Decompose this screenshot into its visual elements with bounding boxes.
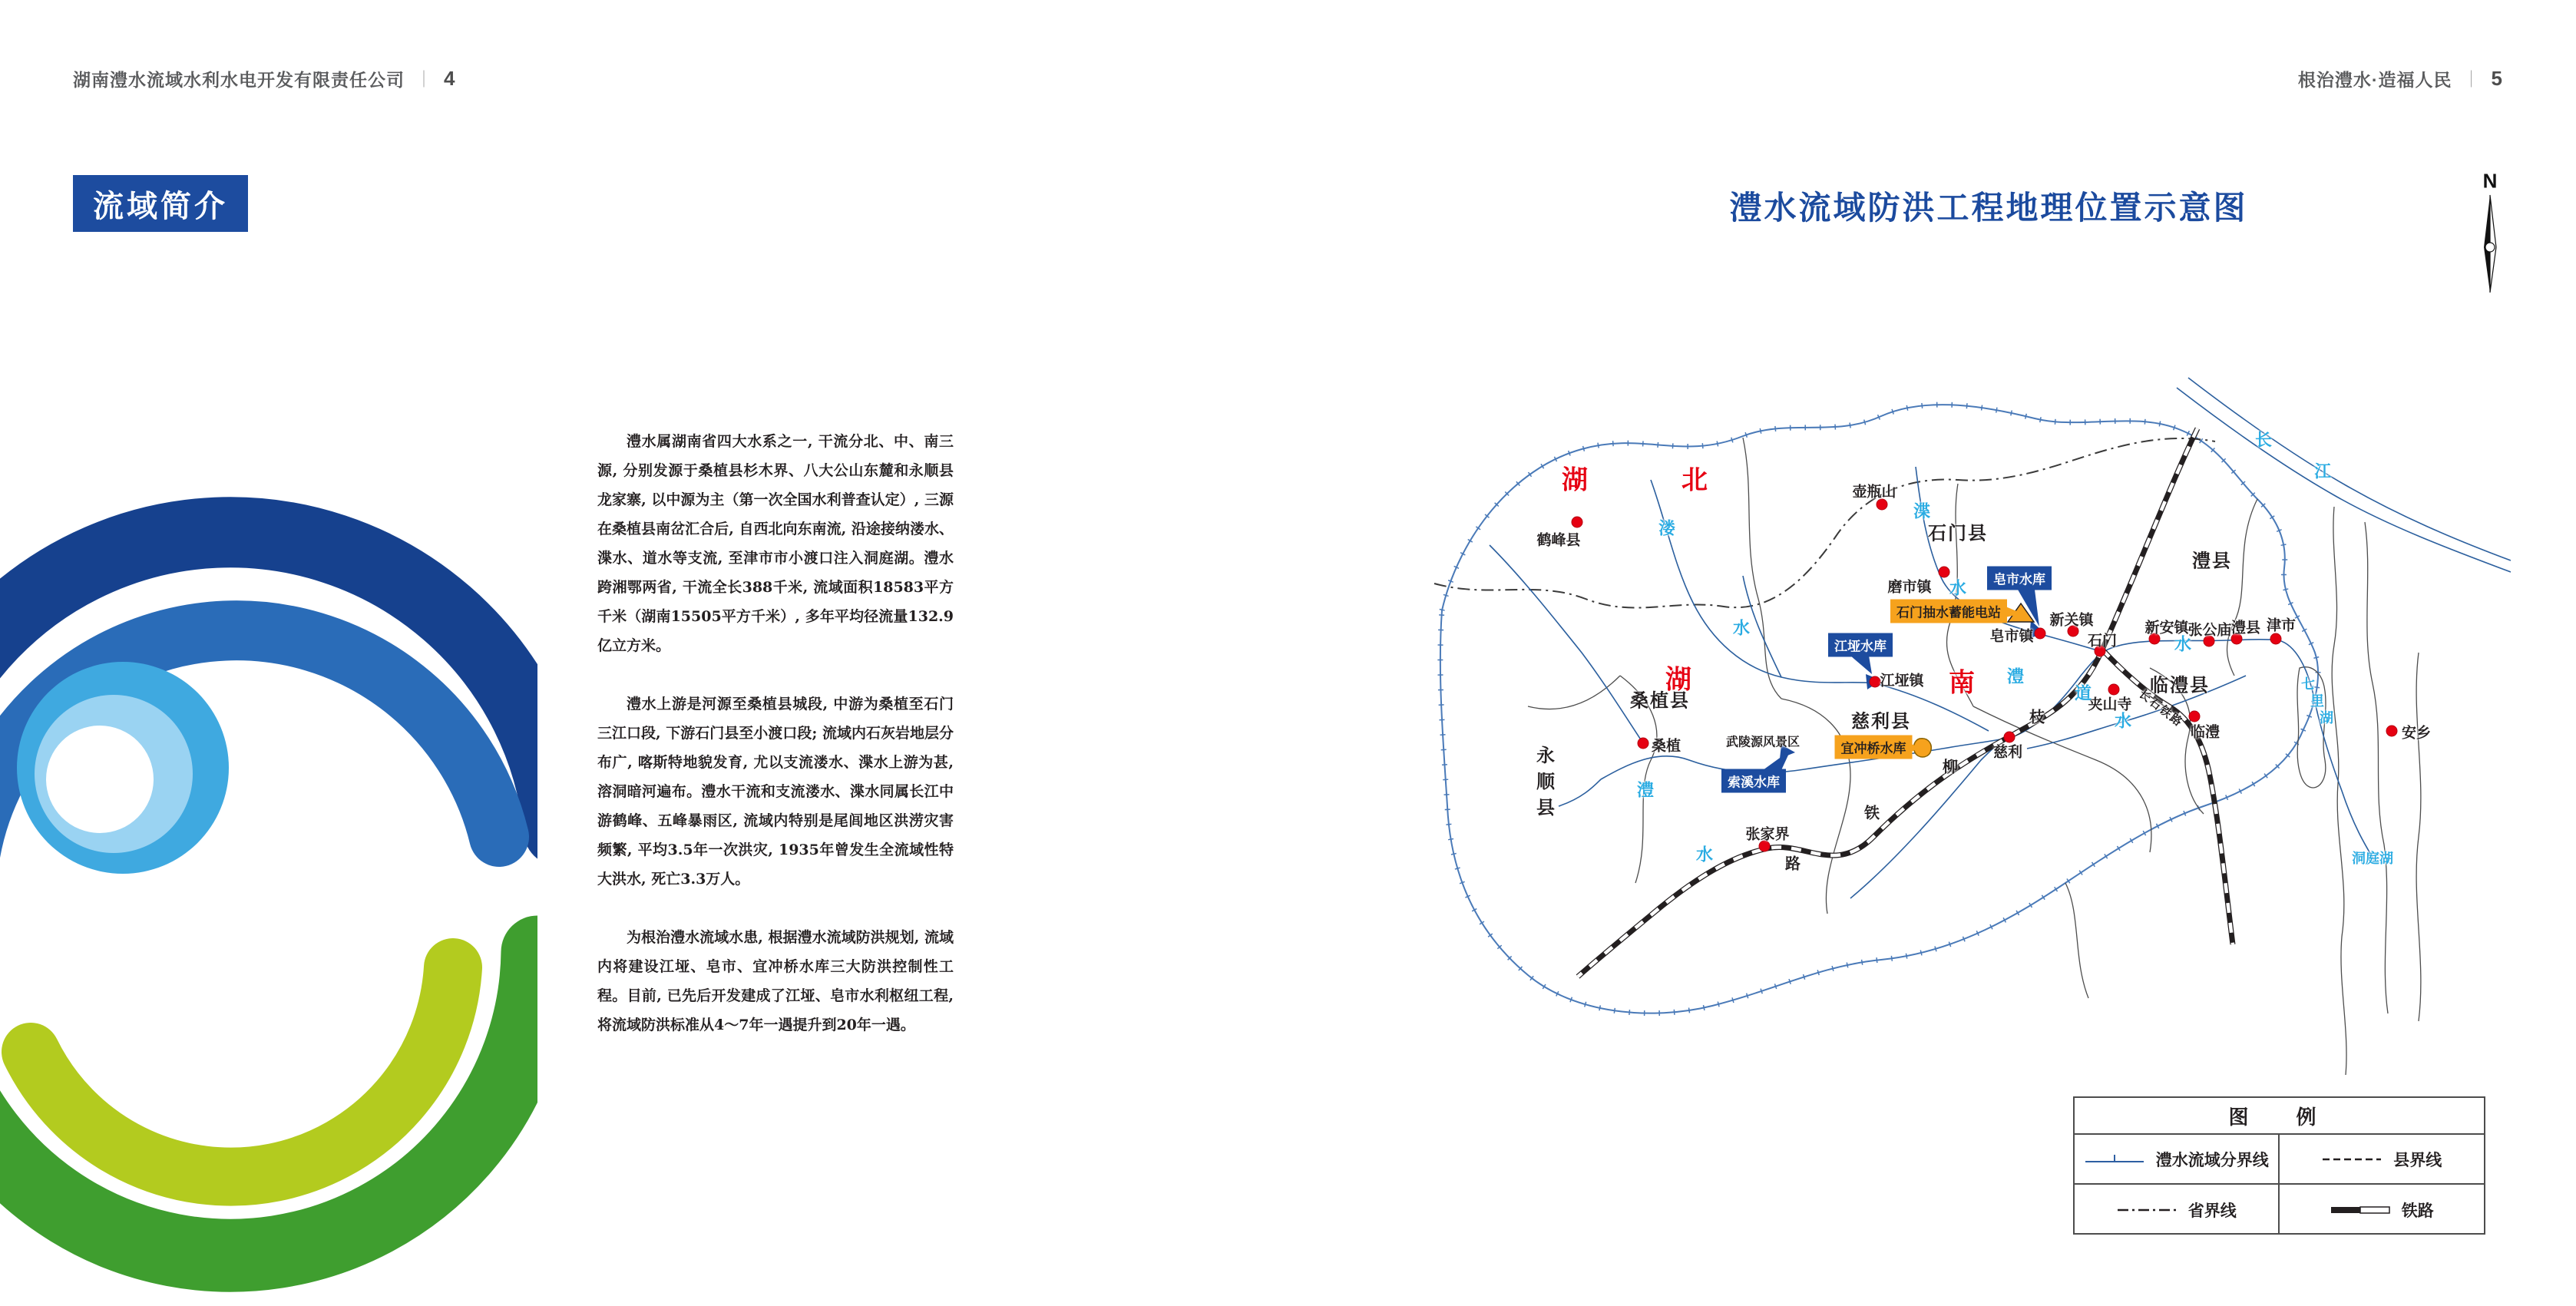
lake-label-qilihu: 七 [2301,676,2315,692]
legend-item-basin-boundary [2075,1135,2280,1185]
header-divider: ｜ [415,70,434,89]
river-label: 水 [1732,618,1751,638]
reservoir-tag-jiangya: 江垭水库 [1828,633,1893,657]
compass-north-label: N [2482,169,2498,193]
legend-label: 澧水流域分界线 [2155,1151,2269,1169]
province-label-hubei: 湖 [1562,465,1589,495]
header-divider: ｜ [2462,70,2481,89]
town-dot [1638,738,1649,749]
legend-label: 省界线 [2187,1202,2237,1220]
right-page-number: 5 [2491,67,2503,90]
county-label: 永顺县 [1533,746,1554,824]
town-label: 磨市镇 [1887,579,1932,596]
river-label: 水 [2174,634,2192,654]
railway-symbol-icon [2330,1203,2391,1217]
suoxi-tag-pointer [1763,750,1791,770]
town-label: 安乡 [2401,725,2432,742]
river-label-changjiang: 江 [2313,461,2332,481]
river-label: 澧 [2006,666,2025,686]
county-label: 慈利县 [1851,711,1911,732]
river-label: 溇 [1658,518,1676,538]
town-label: 临澧 [2190,724,2221,741]
legend-title: 图 例 [2075,1098,2484,1135]
river-label: 渫 [1913,501,1931,521]
reservoir-tag-suoxi: 索溪水库 [1721,769,1786,793]
town-label: 澧县 [2230,620,2261,636]
county-label: 澧县 [2192,551,2232,572]
map-title: 澧水流域防洪工程地理位置示意图 [1729,190,2248,226]
paragraph-3: 为根治澧水流域水患, 根据澧水流域防洪规划, 流域内将建设江垭、皂市、宜冲桥水库三大防洪控制性工程。目前, 已先后开发建成了江垭、皂市水利枢纽工程, 将流域防洪标准从4～7年一遇提升到20年一遇。 [597,929,954,1033]
town-label: 壶瓶山 [1852,484,1896,501]
railway-label-changshi: 长石铁路 [2136,687,2186,730]
company-name: 湖南澧水流域水利水电开发有限责任公司 [73,70,405,90]
river-label: 水 [1695,845,1714,865]
county-boundary-symbol-icon [2321,1152,2383,1166]
project-tag-yichongqiao: 宜冲桥水库 [1835,736,1913,759]
scenic-area-label: 武陵源风景区 [1725,736,1801,749]
map-linework [1420,346,2511,1075]
railway-label-char: 铁 [1864,805,1880,822]
legend-item-province-boundary [2075,1185,2280,1235]
slogan: 根治澧水·造福人民 [2297,70,2452,90]
town-dot [1939,567,1950,578]
left-page-header [73,66,455,91]
town-label: 新安镇 [2144,620,2189,636]
river-label: 水 [1949,578,1967,598]
basin-map [1420,346,2511,1075]
reservoir-tag-zaoshi: 皂市水库 [1987,567,2052,590]
jiangya-tag-pointer [1850,656,1872,674]
province-label-hunan: 南 [1949,668,1976,698]
town-dot [2270,633,2282,645]
right-page-header [2298,66,2503,91]
river-label: 水 [2114,711,2132,731]
river-label: 澧 [1636,780,1655,800]
town-dot [2035,628,2046,640]
map-legend [2073,1096,2485,1235]
lake-label-dongtinghu: 洞庭湖 [2352,851,2393,866]
railway-label-char: 柳 [1943,759,1958,776]
town-dot [1572,517,1583,528]
town-dot [1870,676,1881,688]
town-label: 张家界 [1745,826,1790,843]
town-label: 夹山寺 [2088,696,2132,713]
lake-label-qilihu: 湖 [2320,710,2333,726]
railway-label-char: 路 [1785,855,1801,873]
town-label: 江垭镇 [1880,673,1924,689]
province-label-hubei: 北 [1682,465,1709,495]
paragraph-2: 澧水上游是河源至桑植县城段, 中游为桑植至石门三江口段, 下游石门县至小渡口段; 流域内石灰岩地层分布广, 喀斯特地貌发育, 尤以支流溇水、渫水上游为甚, 溶洞暗河遍布。澧水干流和支流溇水、渫水同属长江中游鹤峰、五峰暴雨区, 流域内特别是尾闾地区洪涝灾害频繁, 平均3.5年一次洪灾, 1935年曾发生全流域性特大洪水, 死亡3.3万人。 [597,696,954,888]
town-label: 张公庙 [2187,622,2232,639]
paragraph-1: 澧水属湖南省四大水系之一, 干流分北、中、南三源, 分别发源于桑植县杉木界、八大公山东麓和永顺县龙家寨, 以中源为主（第一次全国水利普查认定）, 三源在桑植县南岔汇合后, 自西北向东南流, 沿途接纳溇水、渫水、道水等支流, 至津市市小渡口注入洞庭湖。澧水跨湘鄂两省, 干流全长388千米, 流域面积18583平方千米（湖南15505平方千米）, 多年平均径流量132.9亿立方米。 [597,433,954,654]
province-boundary-symbol-icon [2116,1203,2178,1217]
company-logo [0,399,537,1306]
lake-label-qilihu: 里 [2310,693,2324,709]
left-page-number: 4 [444,67,456,90]
compass-needle-icon [2474,192,2506,296]
town-label: 石门 [2087,633,2118,650]
section-title: 流域简介 [93,189,228,223]
river-label-changjiang: 长 [2254,430,2273,450]
project-tag-pumped-storage: 石门抽水蓄能电站 [1890,600,2007,623]
basin-introduction-text [597,427,954,1069]
town-label: 桑植 [1651,738,1682,755]
county-label: 桑植县 [1630,690,1690,712]
railway-label-char: 枝 [2029,709,2045,726]
town-label: 津市 [2266,617,2297,634]
province-label-hunan: 湖 [1665,665,1693,695]
province-boundary-line [1434,438,2215,608]
town-label: 慈利 [1992,744,2023,761]
section-title-box [73,175,248,232]
legend-label: 铁路 [2401,1202,2434,1220]
river-label: 道 [2074,683,2092,703]
legend-item-county-boundary [2280,1135,2485,1185]
town-label: 鹤峰县 [1536,532,1581,549]
town-dot [2386,726,2398,737]
legend-label: 县界线 [2393,1151,2442,1169]
town-label: 新关镇 [2049,612,2094,629]
county-label: 石门县 [1928,523,1988,544]
county-label: 临澧县 [2150,675,2210,696]
legend-item-railway [2280,1185,2485,1235]
basin-boundary-symbol-icon [2084,1152,2145,1166]
town-label: 皂市镇 [1989,628,2034,645]
